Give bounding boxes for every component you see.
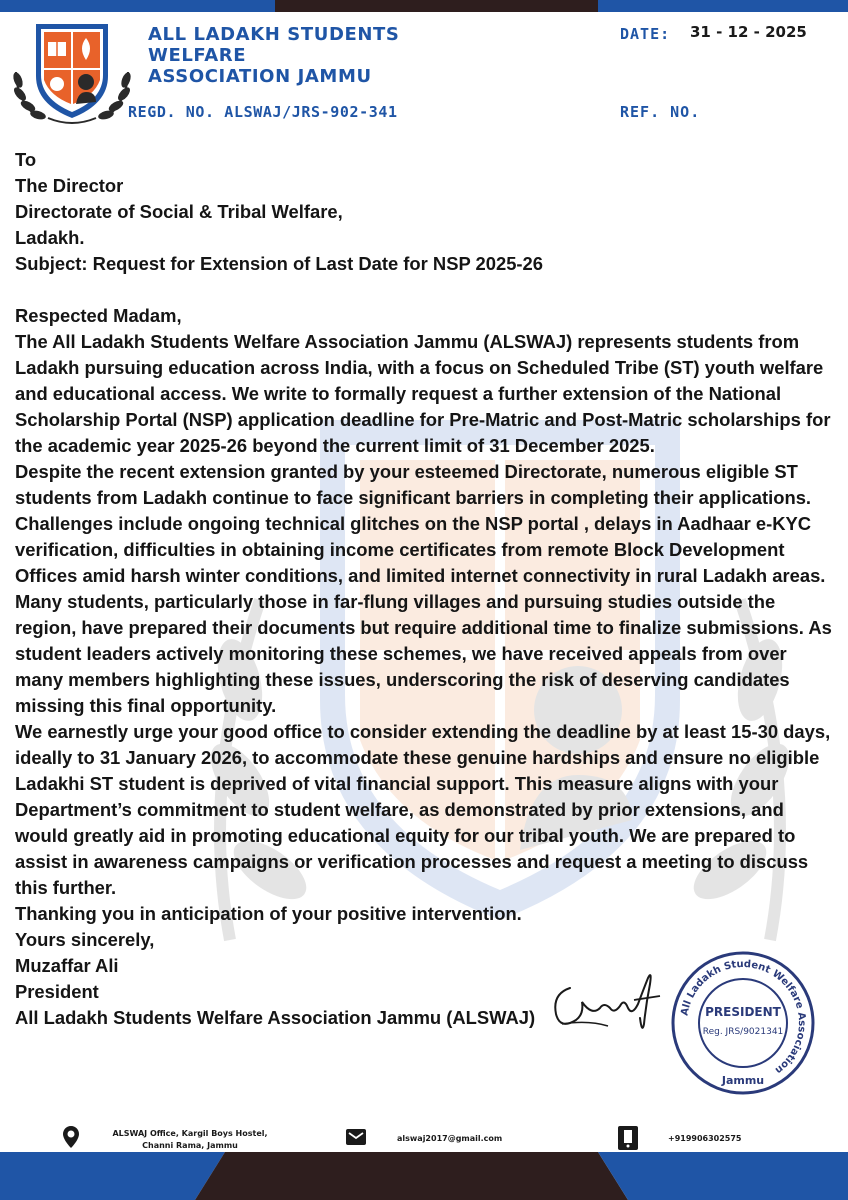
paragraph-1: The All Ladakh Students Welfare Association Jammu (ALSWAJ) represents students from Ladakh pursuing education across India, with a focus on Scheduled Tribe (ST) youth welfare and educational access. We write to formally request a further extension of the National Scholarship Portal (NSP) application deadline for Pre-Matric and Post-Matric scholarships for the academic year 2025-26 beyond the current limit of 31 December 2025. <box>15 331 831 456</box>
date-value: 31 - 12 - 2025 <box>690 23 807 41</box>
registration-number: REGD. NO. ALSWAJ/JRS-902-341 <box>128 103 398 121</box>
recipient-place: Ladakh. <box>15 227 85 248</box>
date-label: DATE: <box>620 25 671 43</box>
email-address[interactable]: alswaj2017@gmail.com <box>397 1134 503 1143</box>
thanks-line: Thanking you in anticipation of your positive intervention. <box>15 903 522 924</box>
president-seal-stamp <box>668 948 818 1098</box>
address-line1: ALSWAJ Office, Kargil Boys Hostel, <box>112 1129 268 1138</box>
shield-icon <box>36 24 108 118</box>
recipient-department: Directorate of Social & Tribal Welfare, <box>15 201 343 222</box>
stamp-ring-text: All Ladakh Student Welfare Association <box>679 958 808 1076</box>
mail-icon <box>346 1129 366 1145</box>
letter-body <box>15 147 837 1031</box>
signatory-organization: All Ladakh Students Welfare Association Jammu (ALSWAJ) <box>15 1007 536 1028</box>
salutation: Respected Madam, <box>15 305 182 326</box>
association-logo <box>8 20 136 132</box>
subject-line: Subject: Request for Extension of Last Date for NSP 2025-26 <box>15 253 544 274</box>
location-pin-icon <box>63 1126 79 1148</box>
stamp-city: Jammu <box>721 1074 765 1087</box>
signatory-role: President <box>15 981 99 1002</box>
organization-name <box>148 24 448 87</box>
address-line2: Channi Rama, Jammu <box>142 1141 238 1150</box>
office-address <box>110 1128 270 1152</box>
paragraph-3: We earnestly urge your good office to consider extending the deadline by at least 15-30 days, ideally to 31 January 2026, to accommodate these genuine hardships and ensure no eligible Ladakhi ST student is deprived of vital financial support. This measure aligns with your Department’s commitment to student welfare, as demonstrated by prior extensions, and would greatly aid in promoting educational equity for our tribal youth. We are prepared to assist in awareness campaigns or verification processes and request a meeting to discuss this further. <box>15 721 831 898</box>
phone-number[interactable]: +919906302575 <box>668 1134 742 1143</box>
top-bar-dark <box>275 0 598 12</box>
top-bar-blue-left <box>0 0 275 12</box>
signatory-name: Muzaffar Ali <box>15 955 119 976</box>
bottom-bar <box>0 1152 848 1200</box>
stamp-role: PRESIDENT <box>705 1005 781 1019</box>
stamp-reg: Reg. JRS/9021341 <box>702 1027 784 1037</box>
reference-number-label: REF. NO. <box>620 103 701 121</box>
org-name-line1: ALL LADAKH STUDENTS <box>148 24 400 45</box>
org-name-line3: ASSOCIATION JAMMU <box>148 66 372 87</box>
recipient-title: The Director <box>15 175 124 196</box>
to-line: To <box>15 149 37 170</box>
paragraph-2: Despite the recent extension granted by your esteemed Directorate, numerous eligible ST students from Ladakh continue to face significant barriers in completing their applications. Challenges include ongoing technical glitches on the NSP portal , delays in Aadhaar e-KYC verification, difficulties in obtaining income certificates from remote Block Development Offices amid harsh winter conditions, and limited internet connectivity in rural Ladakh areas. Many students, particularly those in far-flung villages and pursuing studies outside the region, have prepared their documents but require additional time to finalize submissions. As student leaders actively monitoring these schemes, we have received appeals from over many members highlighting these issues, underscoring the risk of deserving candidates missing this final opportunity. <box>15 461 832 716</box>
phone-icon <box>618 1126 638 1150</box>
org-name-line2: WELFARE <box>148 45 247 66</box>
top-bar-blue-right <box>598 0 848 12</box>
closing-line: Yours sincerely, <box>15 929 155 950</box>
handwritten-signature <box>548 968 672 1040</box>
